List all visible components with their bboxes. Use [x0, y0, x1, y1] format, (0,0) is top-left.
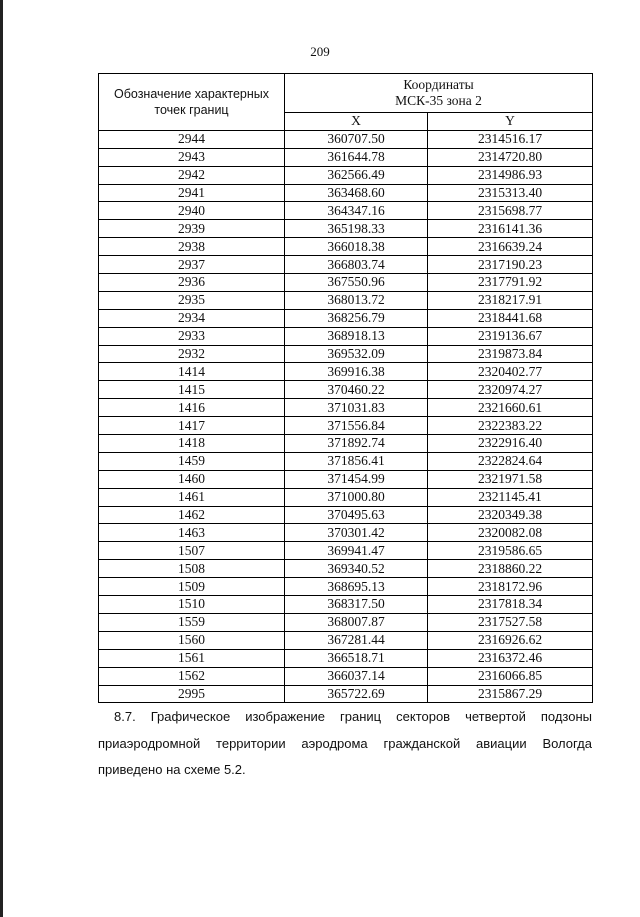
table-row: [99, 470, 593, 488]
table-row: [99, 452, 593, 470]
cell-y: 2317527.58: [428, 613, 593, 631]
table-row: [99, 578, 593, 596]
cell-x: 366518.71: [285, 649, 428, 667]
cell-x: 365722.69: [285, 685, 428, 703]
cell-x: 366037.14: [285, 667, 428, 685]
table-row: [99, 596, 593, 614]
cell-y: 2322916.40: [428, 435, 593, 453]
cell-point-id: 1562: [99, 667, 285, 685]
cell-y: 2320082.08: [428, 524, 593, 542]
table-row: [99, 560, 593, 578]
cell-point-id: 2936: [99, 274, 285, 292]
cell-point-id: 1459: [99, 452, 285, 470]
table-row: [99, 613, 593, 631]
cell-point-id: 1507: [99, 542, 285, 560]
header-x: X: [285, 113, 428, 131]
cell-x: 370495.63: [285, 506, 428, 524]
table-row: [99, 488, 593, 506]
table-row: [99, 631, 593, 649]
cell-x: 371556.84: [285, 417, 428, 435]
cell-point-id: 1418: [99, 435, 285, 453]
cell-y: 2316066.85: [428, 667, 593, 685]
cell-point-id: 1508: [99, 560, 285, 578]
table-row: [99, 166, 593, 184]
cell-y: 2322383.22: [428, 417, 593, 435]
cell-point-id: 1416: [99, 399, 285, 417]
cell-point-id: 2937: [99, 256, 285, 274]
cell-y: 2319873.84: [428, 345, 593, 363]
table-row: [99, 130, 593, 148]
page-number: 209: [310, 44, 330, 59]
table-row: [99, 274, 593, 292]
cell-point-id: 1510: [99, 596, 285, 614]
cell-x: 369532.09: [285, 345, 428, 363]
cell-x: 369340.52: [285, 560, 428, 578]
cell-x: 366018.38: [285, 238, 428, 256]
table-row: [99, 399, 593, 417]
cell-y: 2316926.62: [428, 631, 593, 649]
cell-y: 2314720.80: [428, 148, 593, 166]
table-row: [99, 220, 593, 238]
cell-point-id: 2935: [99, 291, 285, 309]
cell-point-id: 1463: [99, 524, 285, 542]
cell-x: 371031.83: [285, 399, 428, 417]
table-row: [99, 524, 593, 542]
cell-y: 2321145.41: [428, 488, 593, 506]
cell-y: 2318172.96: [428, 578, 593, 596]
cell-y: 2317791.92: [428, 274, 593, 292]
cell-point-id: 1559: [99, 613, 285, 631]
cell-y: 2320974.27: [428, 381, 593, 399]
cell-x: 367550.96: [285, 274, 428, 292]
cell-x: 361644.78: [285, 148, 428, 166]
cell-x: 363468.60: [285, 184, 428, 202]
cell-x: 364347.16: [285, 202, 428, 220]
cell-point-id: 2940: [99, 202, 285, 220]
table-row: [99, 291, 593, 309]
cell-x: 371000.80: [285, 488, 428, 506]
cell-y: 2314986.93: [428, 166, 593, 184]
cell-y: 2317818.34: [428, 596, 593, 614]
table-row: [99, 256, 593, 274]
cell-x: 369941.47: [285, 542, 428, 560]
cell-point-id: 1414: [99, 363, 285, 381]
table-row: [99, 417, 593, 435]
cell-point-id: 2939: [99, 220, 285, 238]
cell-point-id: 1415: [99, 381, 285, 399]
cell-y: 2314516.17: [428, 130, 593, 148]
cell-x: 366803.74: [285, 256, 428, 274]
cell-x: 370301.42: [285, 524, 428, 542]
header-y: Y: [428, 113, 593, 131]
cell-point-id: 2995: [99, 685, 285, 703]
table-row: [99, 667, 593, 685]
cell-x: 371856.41: [285, 452, 428, 470]
cell-y: 2322824.64: [428, 452, 593, 470]
cell-x: 370460.22: [285, 381, 428, 399]
page-edge-shadow: [0, 0, 3, 917]
cell-point-id: 2938: [99, 238, 285, 256]
header-coordinates-title: Координаты: [403, 77, 474, 92]
cell-x: 371454.99: [285, 470, 428, 488]
cell-y: 2318217.91: [428, 291, 593, 309]
cell-x: 360707.50: [285, 130, 428, 148]
table-row: [99, 148, 593, 166]
cell-y: 2316141.36: [428, 220, 593, 238]
cell-point-id: 2941: [99, 184, 285, 202]
cell-point-id: 2943: [99, 148, 285, 166]
cell-y: 2316639.24: [428, 238, 593, 256]
table-row: [99, 685, 593, 703]
cell-x: 369916.38: [285, 363, 428, 381]
cell-y: 2316372.46: [428, 649, 593, 667]
cell-x: 365198.33: [285, 220, 428, 238]
cell-point-id: 1509: [99, 578, 285, 596]
cell-point-id: 1417: [99, 417, 285, 435]
table-row: [99, 327, 593, 345]
table-row: [99, 345, 593, 363]
cell-y: 2315313.40: [428, 184, 593, 202]
cell-y: 2319136.67: [428, 327, 593, 345]
cell-x: 368007.87: [285, 613, 428, 631]
table-row: [99, 309, 593, 327]
table-row: [99, 506, 593, 524]
cell-y: 2318441.68: [428, 309, 593, 327]
table-row: [99, 435, 593, 453]
cell-y: 2318860.22: [428, 560, 593, 578]
cell-y: 2319586.65: [428, 542, 593, 560]
cell-point-id: 2942: [99, 166, 285, 184]
cell-y: 2317190.23: [428, 256, 593, 274]
cell-point-id: 2944: [99, 130, 285, 148]
cell-x: 362566.49: [285, 166, 428, 184]
cell-point-id: 2932: [99, 345, 285, 363]
table-row: [99, 649, 593, 667]
coordinates-table: [98, 73, 593, 703]
cell-point-id: 2934: [99, 309, 285, 327]
cell-point-id: 1560: [99, 631, 285, 649]
cell-x: 368317.50: [285, 596, 428, 614]
cell-y: 2315698.77: [428, 202, 593, 220]
cell-x: 368918.13: [285, 327, 428, 345]
cell-x: 371892.74: [285, 435, 428, 453]
cell-point-id: 1561: [99, 649, 285, 667]
header-coordinates: [285, 74, 593, 113]
cell-point-id: 1462: [99, 506, 285, 524]
cell-x: 368256.79: [285, 309, 428, 327]
table-row: [99, 363, 593, 381]
table-row: [99, 202, 593, 220]
table-row: [99, 381, 593, 399]
cell-point-id: 1460: [99, 470, 285, 488]
cell-y: 2315867.29: [428, 685, 593, 703]
cell-y: 2320402.77: [428, 363, 593, 381]
table-row: [99, 184, 593, 202]
cell-point-id: 2933: [99, 327, 285, 345]
header-coordinate-system: МСК-35 зона 2: [395, 93, 482, 108]
cell-x: 368013.72: [285, 291, 428, 309]
table-row: [99, 542, 593, 560]
section-8-7-paragraph: [98, 704, 592, 784]
cell-y: 2320349.38: [428, 506, 593, 524]
cell-y: 2321660.61: [428, 399, 593, 417]
cell-y: 2321971.58: [428, 470, 593, 488]
table-body: [99, 130, 593, 703]
cell-x: 367281.44: [285, 631, 428, 649]
cell-point-id: 1461: [99, 488, 285, 506]
paragraph-text: 8.7. Графическое изображение границ секторов четвертой подзоны приаэродромной территории аэродрома гражданской авиации Вологда приведено на схеме 5.2.: [98, 709, 592, 777]
cell-x: 368695.13: [285, 578, 428, 596]
table-row: [99, 238, 593, 256]
header-boundary-points: Обозначение характерных точек границ: [99, 74, 285, 131]
